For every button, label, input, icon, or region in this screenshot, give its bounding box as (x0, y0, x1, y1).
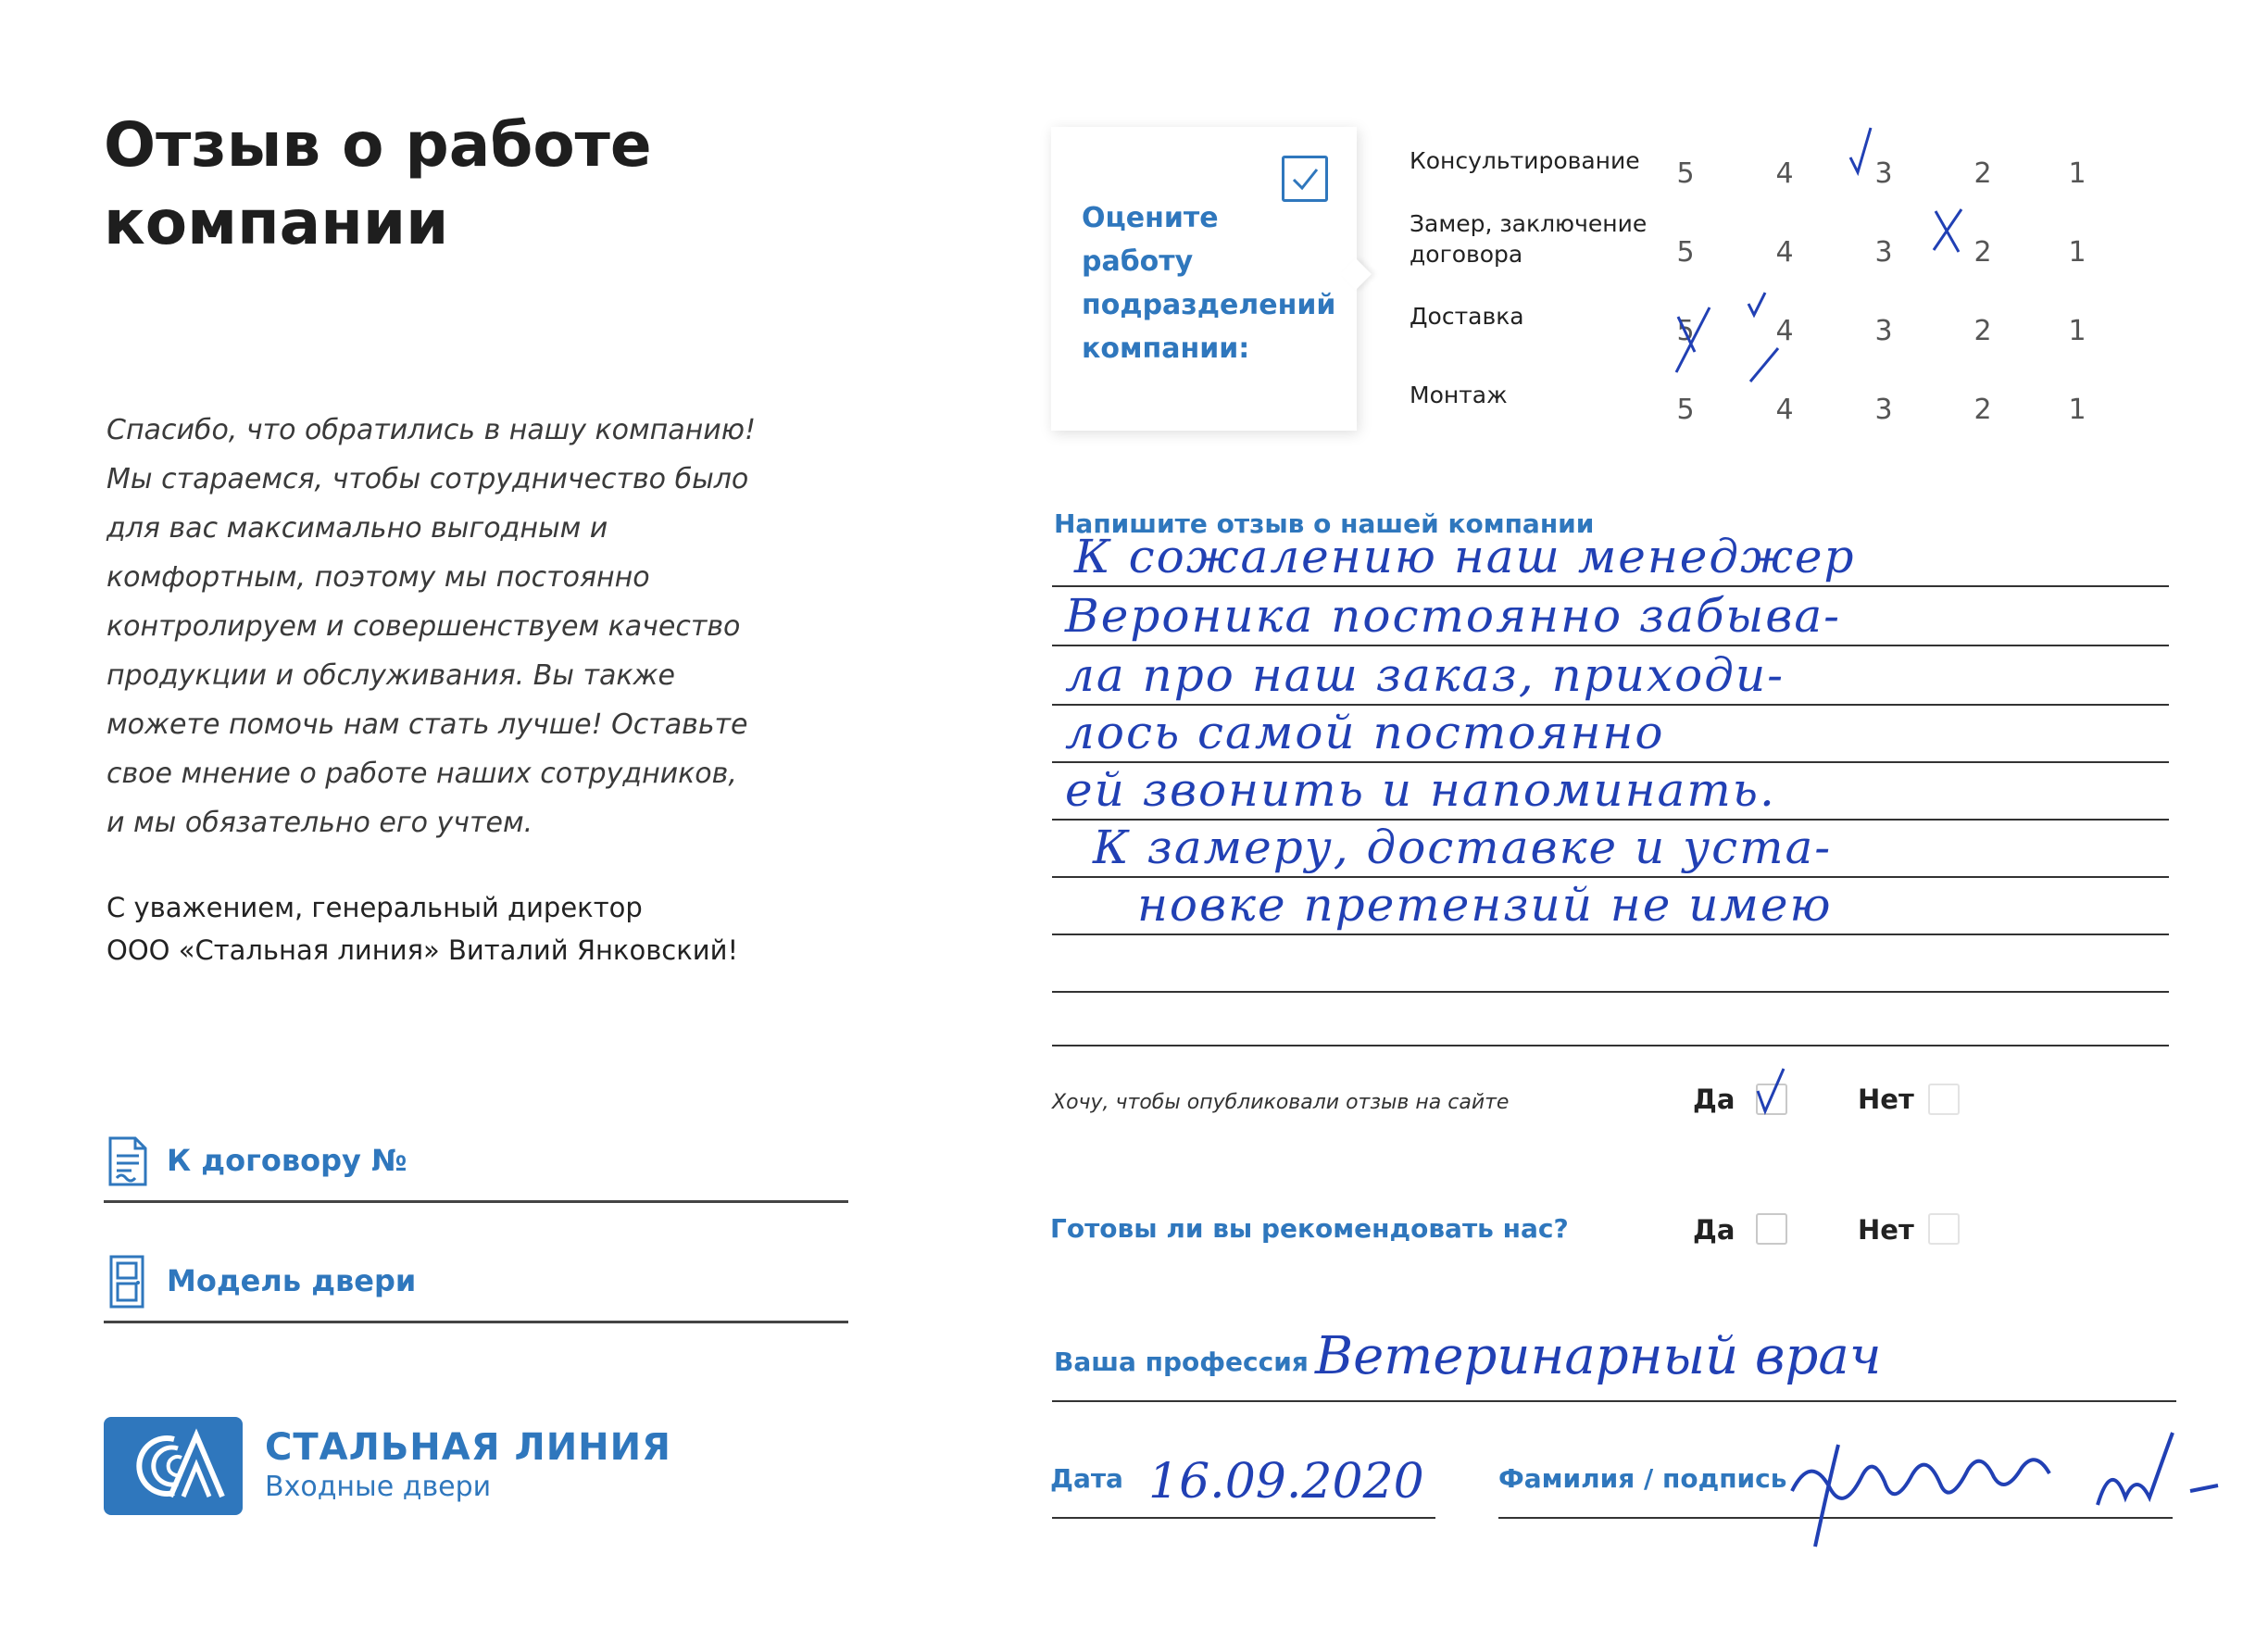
criterion-label: Консультирование (1410, 147, 1640, 174)
date-rule (1052, 1517, 1435, 1519)
score-option-1[interactable]: 1 (2068, 394, 2086, 426)
review-text-line: лось самой постоянно (1065, 706, 1665, 759)
signature-label: Фамилия / подпись (1498, 1463, 1787, 1494)
criterion-measurement-label (1410, 208, 1647, 269)
score-option-2[interactable]: 2 (1974, 236, 1992, 269)
score-option-3[interactable]: 3 (1874, 236, 1893, 269)
door-model-field[interactable] (104, 1256, 848, 1323)
company-logo (104, 1417, 243, 1515)
score-option-4[interactable]: 4 (1775, 315, 1794, 347)
profession-label: Ваша профессия (1054, 1347, 1309, 1377)
door-model-label: Модель двери (167, 1263, 417, 1298)
criterion-label: Монтаж (1410, 382, 1508, 408)
date-label: Дата (1050, 1463, 1123, 1494)
consulting-check-mark (1850, 128, 1871, 172)
review-text-line: Вероника постоянно забыва- (1065, 589, 1842, 643)
date-value[interactable]: 16.09.2020 (1148, 1454, 1424, 1510)
contract-number-field[interactable] (104, 1135, 848, 1203)
profession-rule (1052, 1400, 2176, 1402)
review-rule (1052, 585, 2169, 587)
signoff-line-2: ООО «Стальная линия» Виталий Янковский! (107, 934, 739, 966)
score-option-2[interactable]: 2 (1974, 157, 1992, 190)
rating-prompt-line: компании: (1082, 332, 1250, 365)
delivery-strike-5 (1676, 307, 1710, 372)
recommend-yes-checkbox[interactable] (1756, 1213, 1787, 1245)
page-title-line-1: Отзыв о работе (104, 109, 652, 181)
intro-text (107, 406, 810, 847)
publish-no-checkbox[interactable] (1928, 1084, 1960, 1115)
intro-line: контролируем и совершенствуем качество (107, 610, 741, 643)
intro-line: Спасибо, что обратились в нашу компанию! (107, 414, 757, 446)
score-option-5[interactable]: 5 (1676, 394, 1695, 426)
rating-prompt (1082, 196, 1335, 370)
intro-line: продукции и обслуживания. Вы также (107, 659, 675, 692)
rating-marks (1639, 111, 2250, 407)
recommend-question: Готовы ли вы рекомендовать нас? (1050, 1213, 1569, 1244)
score-option-2[interactable]: 2 (1974, 315, 1992, 347)
score-option-4[interactable]: 4 (1775, 157, 1794, 190)
review-text-line: новке претензий не имею (1137, 878, 1833, 932)
recommend-yes-label: Да (1693, 1214, 1735, 1246)
signoff (107, 886, 866, 971)
recommend-no-checkbox[interactable] (1928, 1213, 1960, 1245)
delivery-check-mark (1748, 293, 1765, 315)
handwritten-check-icon (1752, 1065, 1808, 1121)
publish-yes-checkbox[interactable] (1756, 1084, 1787, 1115)
intro-line: комфортным, поэтому мы постоянно (107, 561, 650, 594)
rating-prompt-line: работу (1082, 245, 1194, 278)
publish-question: Хочу, чтобы опубликовали отзыв на сайте (1052, 1091, 1510, 1114)
recommend-no-label: Нет (1858, 1214, 1914, 1246)
criterion-label: Замер, заключение (1410, 210, 1648, 237)
profession-value[interactable]: Ветеринарный врач (1315, 1326, 1882, 1386)
score-option-1[interactable]: 1 (2068, 157, 2086, 190)
criterion-label: Доставка (1410, 303, 1524, 330)
intro-line: можете помочь нам стать лучше! Оставьте (107, 708, 748, 741)
score-option-3[interactable]: 3 (1874, 315, 1893, 347)
logo-mark-icon (104, 1417, 243, 1515)
score-option-5[interactable]: 5 (1676, 315, 1695, 347)
intro-line: и мы обязательно его учтем. (107, 807, 533, 839)
delivery-strike-5 (1678, 317, 1695, 352)
score-option-3[interactable]: 3 (1874, 394, 1893, 426)
intro-line: свое мнение о работе наших сотрудников, (107, 758, 737, 790)
intro-line: Мы стараемся, чтобы сотрудничество было (107, 463, 749, 495)
score-option-2[interactable]: 2 (1974, 394, 1992, 426)
review-text-line: К замеру, доставке и уста- (1093, 821, 1833, 874)
score-option-3[interactable]: 3 (1874, 157, 1893, 190)
score-option-1[interactable]: 1 (2068, 315, 2086, 347)
signoff-line-1: С уважением, генеральный директор (107, 892, 643, 923)
document-icon (107, 1135, 148, 1187)
score-option-1[interactable]: 1 (2068, 236, 2086, 269)
intro-line: для вас максимально выгодным и (107, 512, 608, 545)
criterion-label: договора (1410, 241, 1523, 268)
checkmark-icon (1282, 156, 1328, 202)
measurement-cross-mark (1934, 209, 1961, 252)
publish-no-label: Нет (1858, 1084, 1914, 1115)
score-option-4[interactable]: 4 (1775, 394, 1794, 426)
criterion-consulting-label (1410, 145, 1640, 176)
criterion-installation-label (1410, 380, 1508, 410)
door-icon (107, 1254, 148, 1309)
page-title-line-2: компании (104, 187, 449, 258)
page-title (104, 107, 937, 262)
criterion-delivery-label (1410, 301, 1524, 332)
review-rule (1052, 991, 2169, 993)
score-option-5[interactable]: 5 (1676, 157, 1695, 190)
publish-yes-label: Да (1693, 1084, 1735, 1115)
review-text-line: ла про наш заказ, приходи- (1065, 648, 1786, 702)
handwritten-signature[interactable] (1783, 1426, 2246, 1556)
review-text-line: К сожалению наш менеджер (1074, 530, 1856, 583)
delivery-stroke (1750, 348, 1778, 382)
review-text-line: ей звонить и напоминать. (1065, 763, 1776, 817)
review-rule (1052, 1045, 2169, 1046)
review-rule (1052, 645, 2169, 646)
logo-subtitle: Входные двери (265, 1471, 492, 1503)
logo-company-name: СТАЛЬНАЯ ЛИНИЯ (265, 1426, 671, 1469)
review-heading: Напишите отзыв о нашей компании (1054, 508, 1595, 539)
review-rule (1052, 934, 2169, 935)
rating-prompt-line: подразделений (1082, 289, 1336, 321)
contract-number-label: К договору № (167, 1143, 407, 1178)
rating-prompt-line: Оцените (1082, 202, 1219, 234)
score-option-5[interactable]: 5 (1676, 236, 1695, 269)
score-option-4[interactable]: 4 (1775, 236, 1794, 269)
